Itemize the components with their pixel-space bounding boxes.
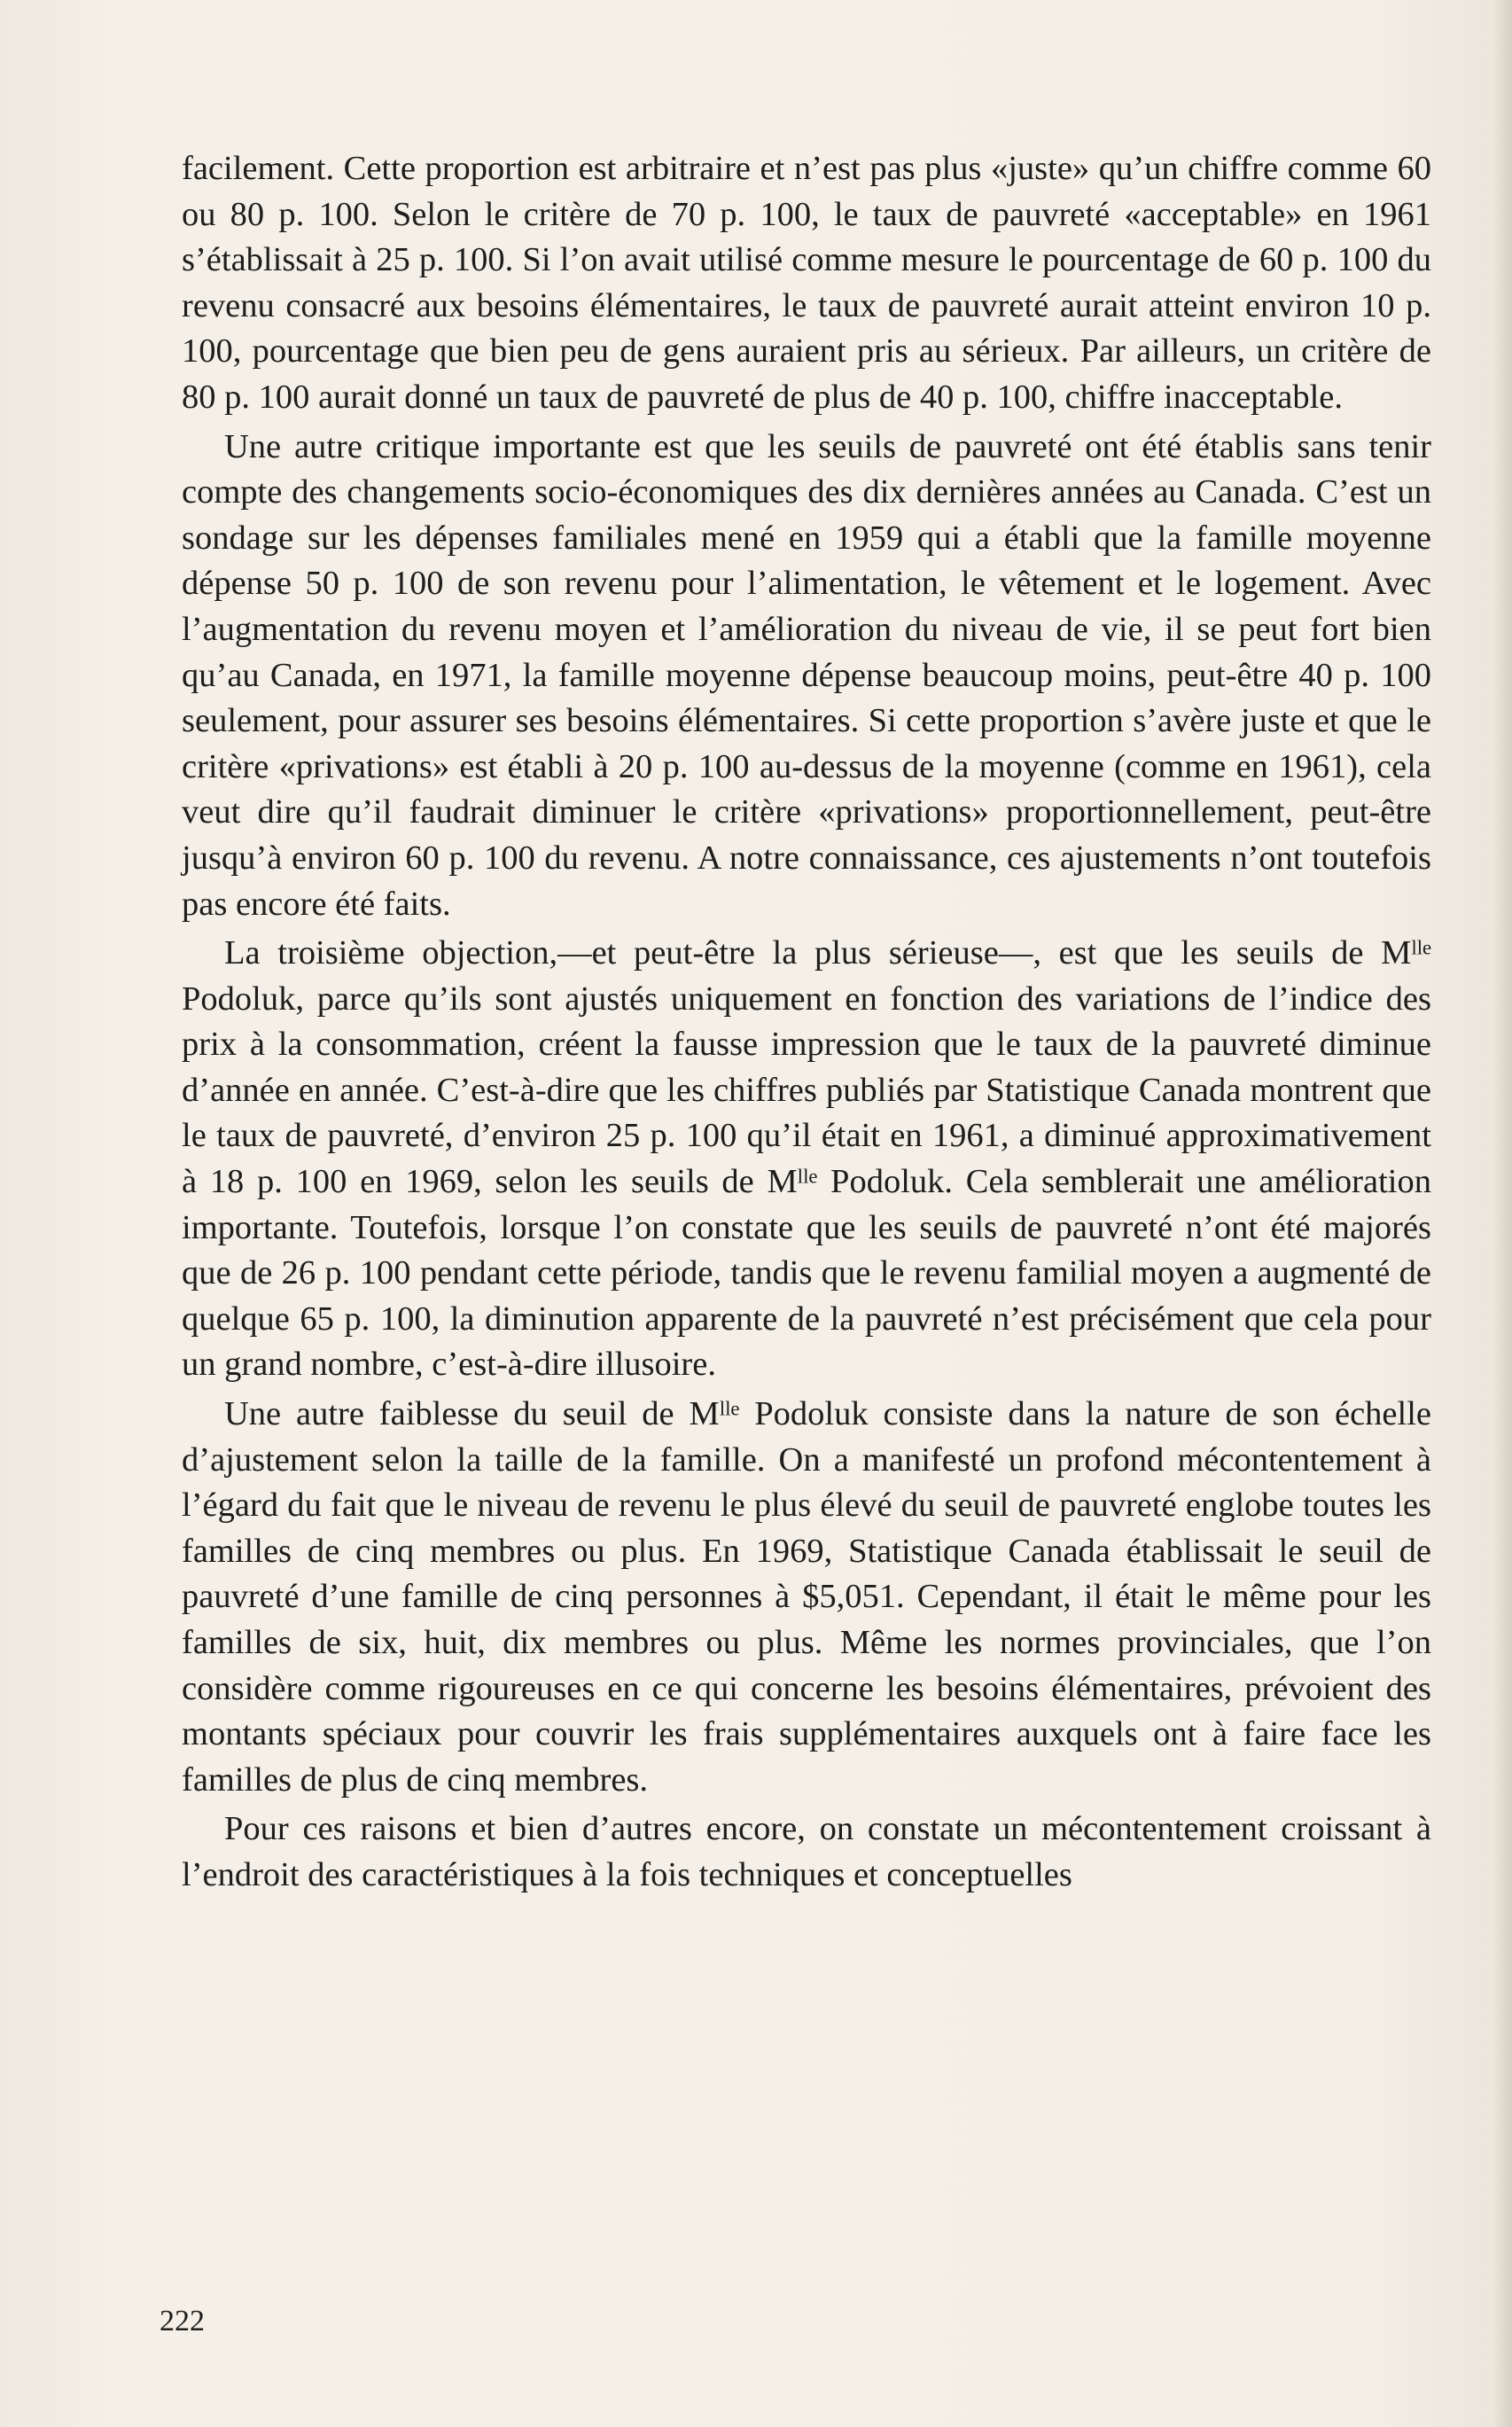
page-number: 222 [160, 2305, 205, 2337]
paragraph-1: facilement. Cette proportion est arbitraire et n’est pas plus «juste» qu’un chiffre comme 60 ou 80 p. 100. Selon le critère de 70 p. 100, le taux de pauvreté «acceptable» en 1961 s’établissait à 25 p. 100. Si l’on avait utilisé comme mesure le pourcentage de 60 p. 100 du revenu consacré aux besoins élémentaires, le taux de pauvreté aurait atteint environ 10 p. 100, pourcentage que bien peu de gens auraient pris au sérieux. Par ailleurs, un critère de 80 p. 100 aurait donné un taux de pauvreté de plus de 40 p. 100, chiffre inacceptable. [182, 150, 1431, 416]
paragraph-4: Une autre faiblesse du seuil de Mˡˡᵉ Podoluk consiste dans la nature de son échelle d’ajustement selon la taille de la famille. On a manifesté un profond mécontentement à l’égard du fait que le niveau de revenu le plus élevé du seuil de pauvreté englobe toutes les familles de cinq membres ou plus. En 1969, Statistique Canada établissait le seuil de pauvreté d’une famille de cinq personnes à $5,051. Cependant, il était le même pour les familles de six, huit, dix membres ou plus. Même les normes provinciales, que l’on considère comme rigoureuses en ce qui concerne les besoins élémentaires, prévoient des montants spéciaux pour couvrir les frais supplémentaires auxquels ont à faire face les familles de plus de cinq membres. [182, 1395, 1431, 1799]
body-text [182, 146, 1431, 1902]
page-edge-shadow [1493, 0, 1512, 2427]
paragraph-2: Une autre critique importante est que les seuils de pauvreté ont été établis sans tenir compte des changements socio-économiques des dix dernières années au Canada. C’est un sondage sur les dépenses familiales mené en 1959 qui a établi que la famille moyenne dépense 50 p. 100 de son revenu pour l’alimentation, le vêtement et le logement. Avec l’augmentation du revenu moyen et l’amélioration du niveau de vie, il se peut fort bien qu’au Canada, en 1971, la famille moyenne dépense beaucoup moins, peut-être 40 p. 100 seulement, pour assurer ses besoins élémentaires. Si cette proportion s’avère juste et que le critère «privations» est établi à 20 p. 100 au-dessus de la moyenne (comme en 1961), cela veut dire qu’il faudrait diminuer le critère «privations» proportionnellement, peut-être jusqu’à environ 60 p. 100 du revenu. A notre connaissance, ces ajustements n’ont toutefois pas encore été faits. [182, 427, 1431, 923]
paragraph-5: Pour ces raisons et bien d’autres encore, on constate un mécontentement croissant à l’endroit des caractéristiques à la fois techniques et conceptuelles [182, 1810, 1431, 1893]
paragraph-3: La troisième objection,—et peut-être la plus sérieuse—, est que les seuils de Mˡˡᵉ Podoluk, parce qu’ils sont ajustés uniquement en fonction des variations de l’indice des prix à la consommation, créent la fausse impression que le taux de la pauvreté diminue d’année en année. C’est-à-dire que les chiffres publiés par Statistique Canada montrent que le taux de pauvreté, d’environ 25 p. 100 qu’il était en 1961, a diminué approximativement à 18 p. 100 en 1969, selon les seuils de Mˡˡᵉ Podoluk. Cela semblerait une amélioration importante. Toutefois, lorsque l’on constate que les seuils de pauvreté n’ont été majorés que de 26 p. 100 pendant cette période, tandis que le revenu familial moyen a augmenté de quelque 65 p. 100, la diminution apparente de la pauvreté n’est précisément que cela pour un grand nombre, c’est-à-dire illusoire. [182, 934, 1431, 1384]
